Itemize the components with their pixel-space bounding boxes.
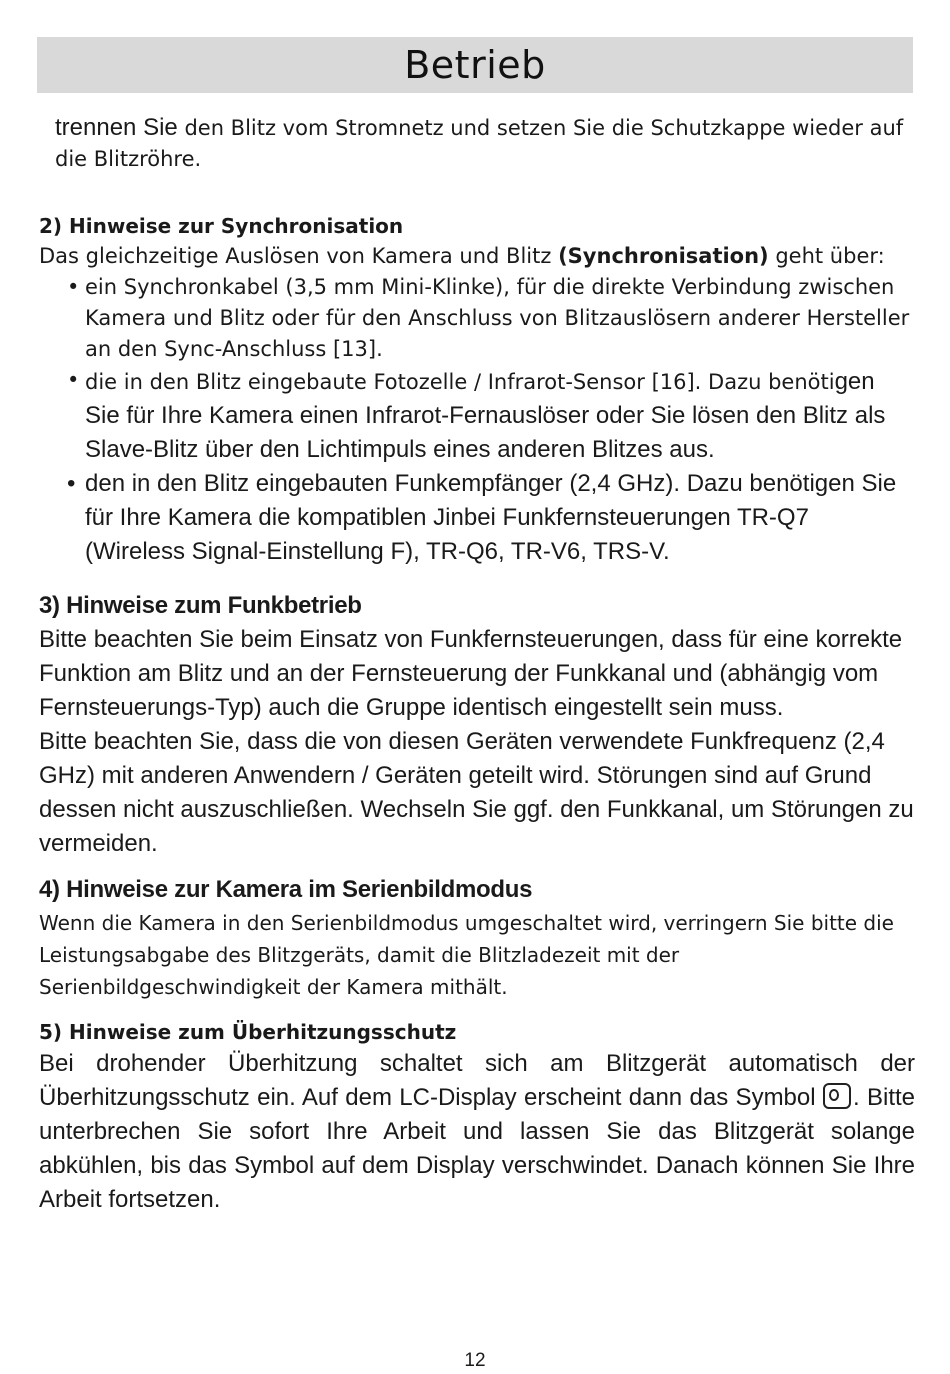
radio-paragraph-2: Bitte beachten Sie, dass die von diesen Geräten verwendete Funkfrequenz (2,4 GHz) mit anderen Anwendern / Geräten geteilt wird. Störungen sind auf Grund dessen nicht auszuschließen. Wechseln Sie ggf. den Funkkanal, um Störungen zu vermeiden.	[39, 728, 914, 857]
list-item-text-b: gen Sie für Ihre Kamera einen Infrarot-Fernauslöser oder Sie lösen den Blitz als Slave-Blitz über den Lichtimpuls eines anderen Blitzes aus.	[85, 368, 886, 463]
intro-rest: den Blitz vom Stromnetz und setzen Sie die Schutzkappe wieder auf die Blitzröhre.	[55, 116, 904, 171]
radio-paragraph-1: Bitte beachten Sie beim Einsatz von Funkfernsteuerungen, dass für eine korrekte Funktion am Blitz und an der Fernsteuerung der Funkkanal und (abhängig vom Fernsteuerungs-Typ) auch die Gruppe identisch eingestellt sein muss.	[39, 626, 903, 721]
burst-paragraph: Wenn die Kamera in den Serienbildmodus umgeschaltet wird, verringern Sie bitte die Leistungsabgabe des Blitzgeräts, damit die Blitzladezeit mit der Serienbildgeschwindigkeit der Kamera mithält.	[39, 911, 894, 999]
intro-paragraph	[55, 112, 915, 175]
intro-lead: trennen Sie	[55, 114, 178, 141]
overheat-text-a: Bei drohender Überhitzung schaltet sich am Blitzgerät automatisch der Überhitzungsschutz ein. Auf dem LC-Display erscheint dann das Symbol	[39, 1050, 915, 1111]
list-item	[67, 365, 915, 467]
section-heading-burst: 4) Hinweise zur Kamera im Serienbildmodus	[39, 876, 533, 903]
list-item-text-a: die in den Blitz eingebaute Fotozelle / Infrarot-Sensor [16]. Dazu benöti	[85, 370, 835, 394]
sync-intro-end: geht über:	[768, 244, 885, 268]
overheat-text-b: . Bitte unterbrechen Sie sofort Ihre Arbeit und lassen Sie das Blitzgerät solange abkühlen, bis das Symbol auf dem Display verschwindet. Danach können Sie Ihre Arbeit fortsetzen.	[39, 1084, 916, 1213]
overheat-paragraph	[39, 1047, 915, 1217]
page-header	[37, 37, 913, 93]
overheat-symbol-icon	[823, 1083, 851, 1109]
list-item: • den in den Blitz eingebauten Funkempfänger (2,4 GHz). Dazu benötigen Sie für Ihre Kamera die kompatiblen Jinbei Funkfernsteuerungen TR-Q7 (Wireless Signal-Einstellung F), TR-Q6, TR-V6, TRS-V.	[67, 467, 915, 569]
list-item: • ein Synchronkabel (3,5 mm Mini-Klinke), für die direkte Verbindung zwischen Kamera und Blitz oder für den Anschluss von Blitzauslösern anderer Hersteller an den Sync-Anschluss [13].	[67, 272, 915, 365]
section-heading-overheat: 5) Hinweise zum Überhitzungsschutz	[39, 1020, 457, 1044]
sync-intro-bold: (Synchronisation)	[558, 244, 769, 268]
sync-list	[39, 272, 915, 569]
sync-intro	[39, 241, 915, 272]
section-heading-radio: 3) Hinweise zum Funkbetrieb	[39, 592, 362, 619]
page-content	[39, 112, 915, 1217]
section-heading-sync: 2) Hinweise zur Synchronisation	[39, 214, 404, 238]
page-title: Betrieb	[404, 43, 546, 87]
sync-intro-text: Das gleichzeitige Auslösen von Kamera und Blitz	[39, 244, 559, 268]
page-number: 12	[464, 1350, 486, 1371]
